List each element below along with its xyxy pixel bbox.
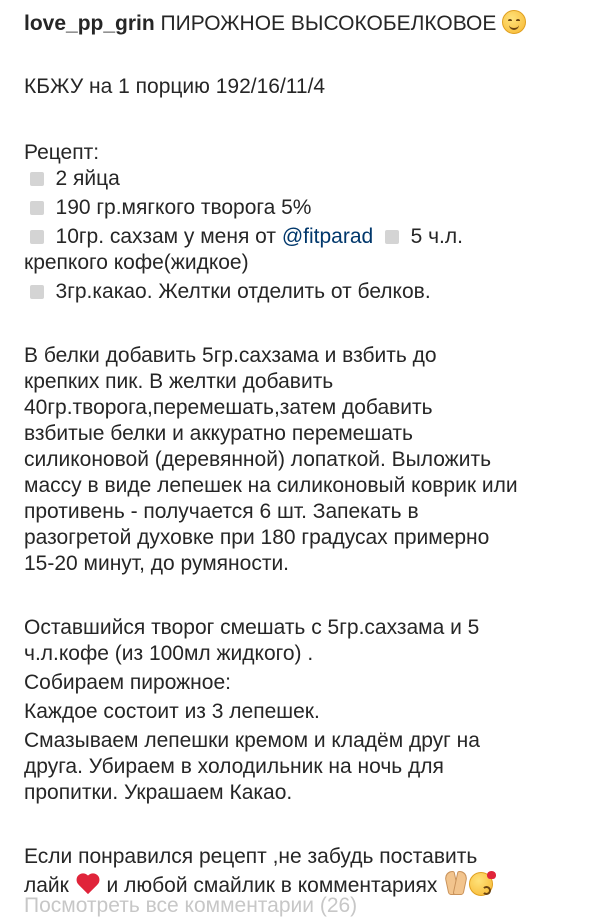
recipe-heading: Рецепт: bbox=[24, 141, 100, 164]
instruction-line: ч.л.кофе (из 100мл жидкого) . bbox=[24, 642, 314, 665]
white-square-icon bbox=[30, 285, 44, 299]
face-blowing-kiss-icon bbox=[469, 872, 493, 896]
mention-link[interactable]: @fitparad bbox=[281, 225, 374, 248]
white-square-icon bbox=[30, 172, 44, 186]
ingredient-item: 10гр. сахзам у меня от @fitparad 5 ч.л. bbox=[24, 224, 584, 250]
username-link[interactable]: love_pp_grin bbox=[24, 12, 155, 35]
view-all-comments-link[interactable]: Посмотреть все комментарии (26) bbox=[24, 894, 358, 917]
folded-hands-icon bbox=[443, 870, 469, 896]
relieved-face-icon bbox=[502, 10, 526, 34]
white-square-icon bbox=[385, 230, 399, 244]
ingredient-item: 2 яйца bbox=[24, 166, 584, 192]
instruction-line: противень - получается 6 шт. Запекать в bbox=[24, 500, 419, 523]
caption-header bbox=[24, 10, 584, 36]
ingredient-item-continued: крепкого кофе(жидкое) bbox=[24, 251, 249, 274]
white-square-icon bbox=[30, 201, 44, 215]
assembly-line: Смазываем лепешки кремом и кладём друг на bbox=[24, 729, 480, 752]
assembly-line: Каждое состоит из 3 лепешек. bbox=[24, 700, 320, 723]
ingredient-item: 3гр.какао. Желтки отделить от белков. bbox=[24, 279, 584, 305]
post-title: ПИРОЖНОЕ ВЫСОКОБЕЛКОВОЕ bbox=[160, 12, 497, 35]
instruction-line: взбитые белки и аккуратно перемешать bbox=[24, 422, 413, 445]
instruction-line: силиконовой (деревянной) лопаткой. Выложить bbox=[24, 448, 492, 471]
instruction-line: 40гр.творога,перемешать,затем добавить bbox=[24, 396, 433, 419]
ingredient-item: 190 гр.мягкого творога 5% bbox=[24, 195, 584, 221]
assembly-line: пропитки. Украшаем Какао. bbox=[24, 781, 293, 804]
instruction-line: Оставшийся творог смешать с 5гр.сахзама и 5 bbox=[24, 616, 480, 639]
instruction-line: разогретой духовке при 180 градусах примерно bbox=[24, 526, 490, 549]
assembly-line: друга. Убираем в холодильник на ночь для bbox=[24, 755, 444, 778]
instruction-line: массу в виде лепешек на силиконовый коврик или bbox=[24, 474, 518, 497]
white-square-icon bbox=[30, 230, 44, 244]
closing-line: лайк и любой смайлик в комментариях bbox=[24, 870, 584, 896]
closing-line: Если понравился рецепт ,не забудь поставить bbox=[24, 845, 478, 868]
post-caption bbox=[24, 10, 584, 896]
nutrition-info: КБЖУ на 1 порцию 192/16/11/4 bbox=[24, 75, 326, 98]
instruction-line: 15-20 минут, до румяности. bbox=[24, 552, 290, 575]
assembly-heading: Собираем пирожное: bbox=[24, 671, 231, 694]
instruction-line: В белки добавить 5гр.сахзама и взбить до bbox=[24, 344, 437, 367]
instruction-line: крепких пик. В желтки добавить bbox=[24, 370, 334, 393]
